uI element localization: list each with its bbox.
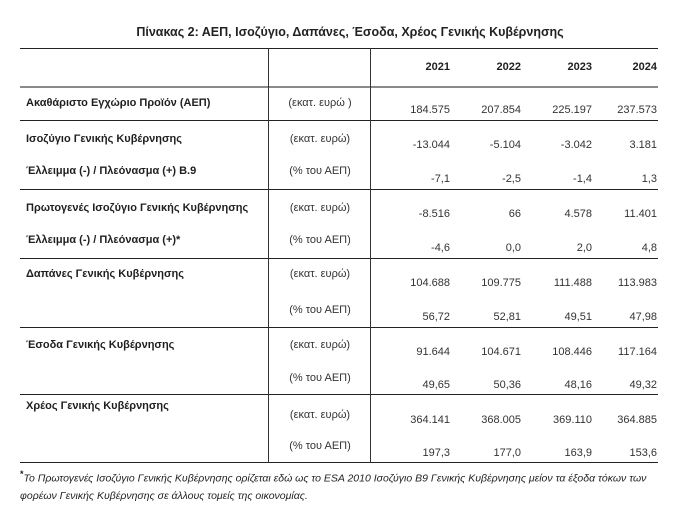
row-label-deficit-b9: Έλλειμμα (-) / Πλεόνασμα (+) Β.9 xyxy=(26,165,197,177)
table-cell: 91.644 xyxy=(416,346,450,358)
table-cell: 104.688 xyxy=(410,277,450,289)
table-cell: -7,1 xyxy=(431,173,450,185)
table-cell: 184.575 xyxy=(410,104,450,116)
table-cell: 109.775 xyxy=(481,277,521,289)
row-label-debt: Χρέος Γενικής Κυβέρνησης xyxy=(26,400,169,412)
row-unit: (εκατ. ευρώ) xyxy=(289,409,351,421)
row-label-revenue: Έσοδα Γενικής Κυβέρνησης xyxy=(26,339,175,351)
row-unit: (εκατ. ευρώ) xyxy=(289,202,351,214)
table-cell: 153,6 xyxy=(629,447,657,459)
table-cell: 104.671 xyxy=(481,346,521,358)
table-cell: 163,9 xyxy=(564,447,592,459)
table-cell: 108.446 xyxy=(552,346,592,358)
column-divider xyxy=(268,48,269,463)
row-unit: (% του ΑΕΠ) xyxy=(289,304,351,316)
row-unit: (εκατ. ευρώ ) xyxy=(288,97,352,109)
table-bottom-border xyxy=(20,462,658,463)
table-cell: 364.885 xyxy=(617,414,657,426)
table-cell: -5.104 xyxy=(489,139,521,151)
table-cell: 0,0 xyxy=(505,242,521,254)
row-unit: (% του ΑΕΠ) xyxy=(289,165,351,177)
table-cell: 364.141 xyxy=(410,414,450,426)
row-unit: (% του ΑΕΠ) xyxy=(289,372,351,384)
table-cell: 111.488 xyxy=(553,277,592,289)
row-unit: (% του ΑΕΠ) xyxy=(289,234,351,246)
table-cell: 50,36 xyxy=(493,379,521,391)
table-cell: 49,51 xyxy=(564,311,592,323)
table-cell: 225.197 xyxy=(552,104,592,116)
table-cell: 4.578 xyxy=(564,208,592,220)
table-cell: 207.854 xyxy=(481,104,521,116)
row-label-balance: Ισοζύγιο Γενικής Κυβέρνησης xyxy=(26,133,182,145)
row-divider xyxy=(20,394,658,395)
table-cell: 11.401 xyxy=(624,208,657,220)
table-cell: -1,4 xyxy=(573,173,592,185)
table-cell: 66 xyxy=(508,208,521,220)
row-label-primary-balance: Πρωτογενές Ισοζύγιο Γενικής Κυβέρνησης xyxy=(26,202,249,214)
table-cell: 368.005 xyxy=(481,414,521,426)
table-cell: 48,16 xyxy=(564,379,592,391)
table-cell: 177,0 xyxy=(493,447,521,459)
table-cell: -4,6 xyxy=(431,242,450,254)
row-label-gdp: Ακαθάριστο Εγχώριο Προϊόν (ΑΕΠ) xyxy=(26,97,211,109)
table-top-border xyxy=(20,48,658,49)
year-header: 2021 xyxy=(425,61,450,73)
table-cell: -3.042 xyxy=(560,139,592,151)
table-cell: 49,65 xyxy=(422,379,450,391)
table-cell: -2,5 xyxy=(502,173,521,185)
year-header: 2024 xyxy=(632,61,657,73)
table-cell: 113.983 xyxy=(618,277,657,289)
table-cell: 1,3 xyxy=(641,173,657,185)
table-title: Πίνακας 2: ΑΕΠ, Ισοζύγιο, Δαπάνες, Έσοδα, Χρέος Γενικής Κυβέρνησης xyxy=(136,25,564,39)
table-cell: 52,81 xyxy=(493,311,521,323)
table-cell: 369.110 xyxy=(553,414,592,426)
header-divider xyxy=(20,86,658,88)
fiscal-table xyxy=(20,48,658,464)
table-cell: 47,98 xyxy=(629,311,657,323)
row-unit: (% του ΑΕΠ) xyxy=(289,440,351,452)
row-label-primary-deficit: Έλλειμμα (-) / Πλεόνασμα (+)* xyxy=(26,234,181,246)
row-unit: (εκατ. ευρώ) xyxy=(289,133,351,145)
row-divider xyxy=(20,120,658,121)
footnote xyxy=(20,466,670,505)
table-cell: -13.044 xyxy=(412,139,450,151)
table-cell: 3.181 xyxy=(629,139,657,151)
footnote-marker: * xyxy=(20,469,24,479)
row-divider xyxy=(20,327,658,328)
table-cell: 2,0 xyxy=(576,242,592,254)
row-unit: (εκατ. ευρώ) xyxy=(289,339,351,351)
row-label-expenditure: Δαπάνες Γενικής Κυβέρνησης xyxy=(26,268,184,280)
table-cell: 117.164 xyxy=(618,346,657,358)
table-cell: 237.573 xyxy=(617,104,657,116)
year-header: 2023 xyxy=(567,61,592,73)
row-unit: (εκατ. ευρώ) xyxy=(289,268,351,280)
table-cell: 4,8 xyxy=(641,242,657,254)
table-cell: 56,72 xyxy=(422,311,450,323)
table-cell: 49,32 xyxy=(629,379,657,391)
row-divider xyxy=(20,258,658,259)
row-divider xyxy=(20,189,658,190)
footnote-text: Το Πρωτογενές Ισοζύγιο Γενικής Κυβέρνησης ορίζεται εδώ ως το ESA 2010 Ισοζύγιο Β9 Γενικής Κυβέρνησης μείον τα έξοδα τόκων των φορέων Γενικής Κυβέρνησης σε άλλους τομείς της οικονομίας. xyxy=(20,472,647,502)
year-header: 2022 xyxy=(496,61,521,73)
table-cell: -8.516 xyxy=(418,208,450,220)
table-cell: 197,3 xyxy=(422,447,450,459)
